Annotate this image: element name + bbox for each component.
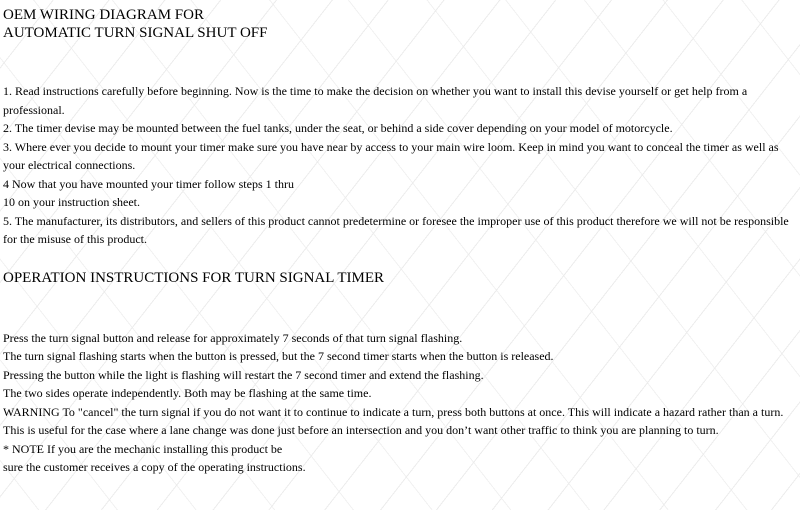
instruction-step-4-continued: 10 on your instruction sheet.	[3, 195, 140, 209]
title-line-1: OEM WIRING DIAGRAM FOR	[3, 7, 204, 23]
warning-paragraph: WARNING To "cancel" the turn signal if you do not want it to continue to indicate a turn, press both buttons at once. This will indicate a hazard rather than a turn. This is useful for the case where a lane change was done just before an intersection and you don’t want other traffic to think you are planning to turn.	[3, 404, 784, 437]
operation-paragraph: The turn signal flashing starts when the button is pressed, but the 7 second timer starts when the button is released.	[3, 349, 554, 363]
document-content	[3, 6, 795, 477]
note-paragraph: * NOTE If you are the mechanic installing this product be	[3, 441, 283, 456]
instruction-step-1: 1. Read instructions carefully before beginning. Now is the time to make the decision on whether you want to install this devise yourself or get help from a professional.	[3, 84, 748, 117]
spacer	[3, 287, 795, 329]
spacer	[3, 42, 795, 82]
title-line-2: AUTOMATIC TURN SIGNAL SHUT OFF	[3, 25, 268, 41]
installation-instructions	[3, 82, 795, 249]
operation-heading: OPERATION INSTRUCTIONS FOR TURN SIGNAL TIMER	[3, 269, 384, 286]
operation-paragraph: The two sides operate independently. Both may be flashing at the same time.	[3, 386, 372, 400]
instruction-step-4: 4 Now that you have mounted your timer follow steps 1 thru	[3, 176, 294, 191]
operation-paragraph: Pressing the button while the light is flashing will restart the 7 second timer and extend the flashing.	[3, 367, 484, 382]
note-paragraph-continued: sure the customer receives a copy of the operating instructions.	[3, 460, 306, 474]
instruction-step-3: 3. Where ever you decide to mount your timer make sure you have near by access to your main wire loom. Keep in mind you want to conceal the timer as well as your electrical connections.	[3, 139, 779, 172]
instruction-step-5: 5. The manufacturer, its distributors, and sellers of this product cannot predetermine or foresee the improper use of this product therefore we will not be responsible for the misuse of this product.	[3, 213, 789, 246]
instruction-step-2: 2. The timer devise may be mounted between the fuel tanks, under the seat, or behind a side cover depending on your model of motorcycle.	[3, 121, 673, 135]
document-title	[3, 6, 795, 42]
operation-instructions	[3, 329, 795, 477]
spacer	[3, 249, 795, 269]
operation-paragraph: Press the turn signal button and release for approximately 7 seconds of that turn signal flashing.	[3, 330, 463, 345]
